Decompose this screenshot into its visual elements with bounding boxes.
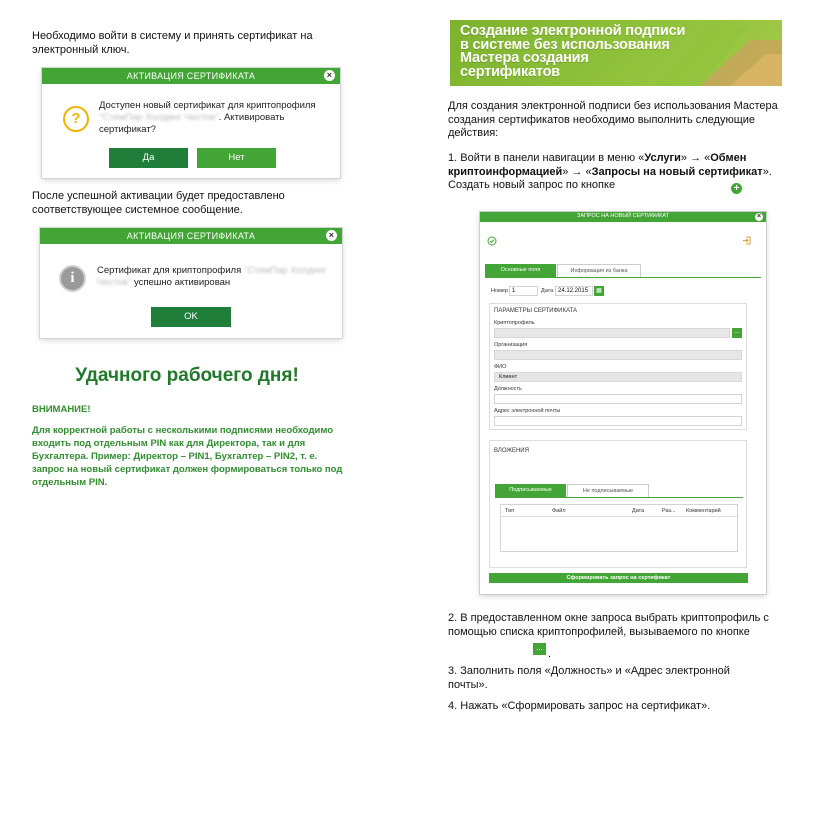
org-field (494, 350, 742, 360)
close-icon[interactable]: × (324, 70, 335, 81)
blurred-profile-name: "СтемПар Холдинг Честов" (99, 112, 219, 123)
org-label: Организация (494, 342, 528, 348)
number-field[interactable]: 1 (509, 286, 538, 296)
yes-button[interactable]: Да (109, 148, 188, 168)
activation-dialog (42, 68, 340, 178)
greeting-heading: Удачного рабочего дня! (75, 365, 299, 386)
banner-line: Создание электронной подписи (460, 23, 686, 39)
step-text: Нажать «Сформировать запрос на сертификат». (460, 700, 711, 712)
tab-unsigned[interactable]: Не подписываемые (567, 484, 649, 497)
check-circle-icon[interactable] (487, 236, 497, 246)
question-icon: ? (63, 106, 89, 132)
params-title: ПАРАМЕТРЫ СЕРТИФИКАТА (494, 308, 577, 314)
form-title: ЗАПРОС НА НОВЫЙ СЕРТИФИКАТ (577, 213, 669, 219)
position-field[interactable] (494, 394, 742, 404)
close-icon[interactable]: × (326, 230, 337, 241)
fio-label: ФИО (494, 364, 507, 370)
column-header: Дата (632, 508, 645, 514)
cryptoprofile-picker-button[interactable]: ... (732, 328, 742, 338)
submit-request-button[interactable]: Сформировать запрос на сертификат (489, 573, 748, 583)
dialog-title: АКТИВАЦИЯ СЕРТИФИКАТА (126, 71, 256, 81)
dialog-message (97, 265, 337, 289)
step-text: В предоставленном окне запроса выбрать криптопрофиль с помощью списка криптопрофилей, вызываемого по кнопке (448, 612, 769, 638)
picker-button-icon: ... (533, 643, 546, 655)
exit-icon[interactable] (742, 236, 751, 245)
step-4 (448, 700, 768, 714)
tab-underline (495, 497, 743, 498)
cryptoprofile-field[interactable] (494, 328, 730, 338)
close-icon[interactable]: × (756, 213, 762, 220)
column-header: Файл (552, 508, 566, 514)
dialog-title: АКТИВАЦИЯ СЕРТИФИКАТА (126, 231, 256, 241)
attachments-title: ВЛОЖЕНИЯ (494, 448, 529, 454)
new-certificate-request-form (480, 212, 766, 594)
section-banner (450, 20, 782, 86)
cryptoprofile-label: Криптопрофиль (494, 320, 535, 326)
step-bold: Запросы на новый сертификат (591, 165, 763, 178)
date-field[interactable]: 24.12.2015 (555, 286, 593, 296)
no-button[interactable]: Нет (197, 148, 276, 168)
intro-text: Необходимо войти в систему и принять сертификат на электронный ключ. (32, 30, 313, 56)
step-bold: Обмен криптоинформацией (448, 152, 747, 178)
banner-line: в системе без использования (460, 36, 670, 53)
tab-underline (485, 277, 761, 278)
step-text: Войти в панели навигации в меню « (460, 152, 645, 164)
tab-main-fields[interactable]: Основные поля (485, 264, 556, 277)
right-intro-text: Для создания электронной подписи без использования Мастера создания сертификатов необходимо выполнить следующие действия: (448, 100, 778, 139)
ok-button[interactable]: OK (151, 307, 231, 327)
calendar-icon[interactable]: ▦ (594, 286, 604, 296)
step-text: » → « (562, 165, 592, 178)
message-part: Сертификат для криптопрофиля (97, 265, 242, 276)
column-header: Раз... (662, 508, 676, 514)
email-label: Адрес электронной почты (494, 408, 561, 414)
step-number: 2. (448, 612, 458, 624)
message-part: успешно активирован (133, 277, 231, 288)
step-number: 3. (448, 665, 458, 677)
info-icon: i (59, 265, 86, 292)
message-part: Доступен новый сертификат для криптопрофиля (99, 100, 316, 111)
attention-text: Для корректной работы с несколькими подписями необходимо входить под отдельным PIN как для Директора, так и для Бухгалтера. Пример: Директор – PIN1, Бухгалтер – PIN2, т. е. запрос на новый сертификат должен формироваться только под отдельным PIN. (32, 425, 343, 488)
email-field[interactable] (494, 416, 742, 426)
activation-success-dialog (40, 228, 342, 338)
blurred-profile-name: "СтемПар Холдинг Честов" (97, 265, 327, 288)
banner-line: сертификатов (460, 63, 561, 80)
column-header: Комментарий (686, 508, 721, 514)
attachments-table (500, 504, 738, 552)
dialog-title-bar (42, 68, 340, 84)
step-number: 1. (448, 152, 458, 164)
step-3 (448, 665, 768, 692)
tab-bank-info[interactable]: Информация из банка (557, 264, 641, 277)
step-2 (448, 612, 790, 639)
dialog-title-bar (40, 228, 342, 244)
column-header: Тип (505, 508, 515, 514)
date-label: Дата (541, 288, 554, 294)
step-bold: Услуги (644, 152, 681, 164)
position-label: Должность (494, 386, 522, 392)
step-number: 4. (448, 700, 458, 712)
step-text: ». Создать новый запрос по кнопке (448, 165, 772, 191)
form-title-bar (480, 212, 766, 222)
message-part: . Активировать сертификат? (99, 112, 285, 135)
dialog-message (99, 100, 334, 136)
attention-title: ВНИМАНИЕ! (32, 404, 91, 415)
success-text: После успешной активации будет предоставлено соответствующее системное сообщение. (32, 190, 285, 216)
number-label: Номер (491, 288, 508, 294)
banner-line: Мастера создания (460, 50, 589, 66)
tab-signed[interactable]: Подписываемые (495, 484, 566, 497)
add-icon[interactable]: + (731, 183, 742, 194)
banner-title (460, 25, 685, 79)
step-text: Заполнить поля «Должность» и «Адрес электронной почты». (448, 665, 730, 691)
step-text: » → « (680, 152, 711, 164)
fio-field: Клиент (494, 372, 742, 382)
period: . (548, 648, 552, 660)
